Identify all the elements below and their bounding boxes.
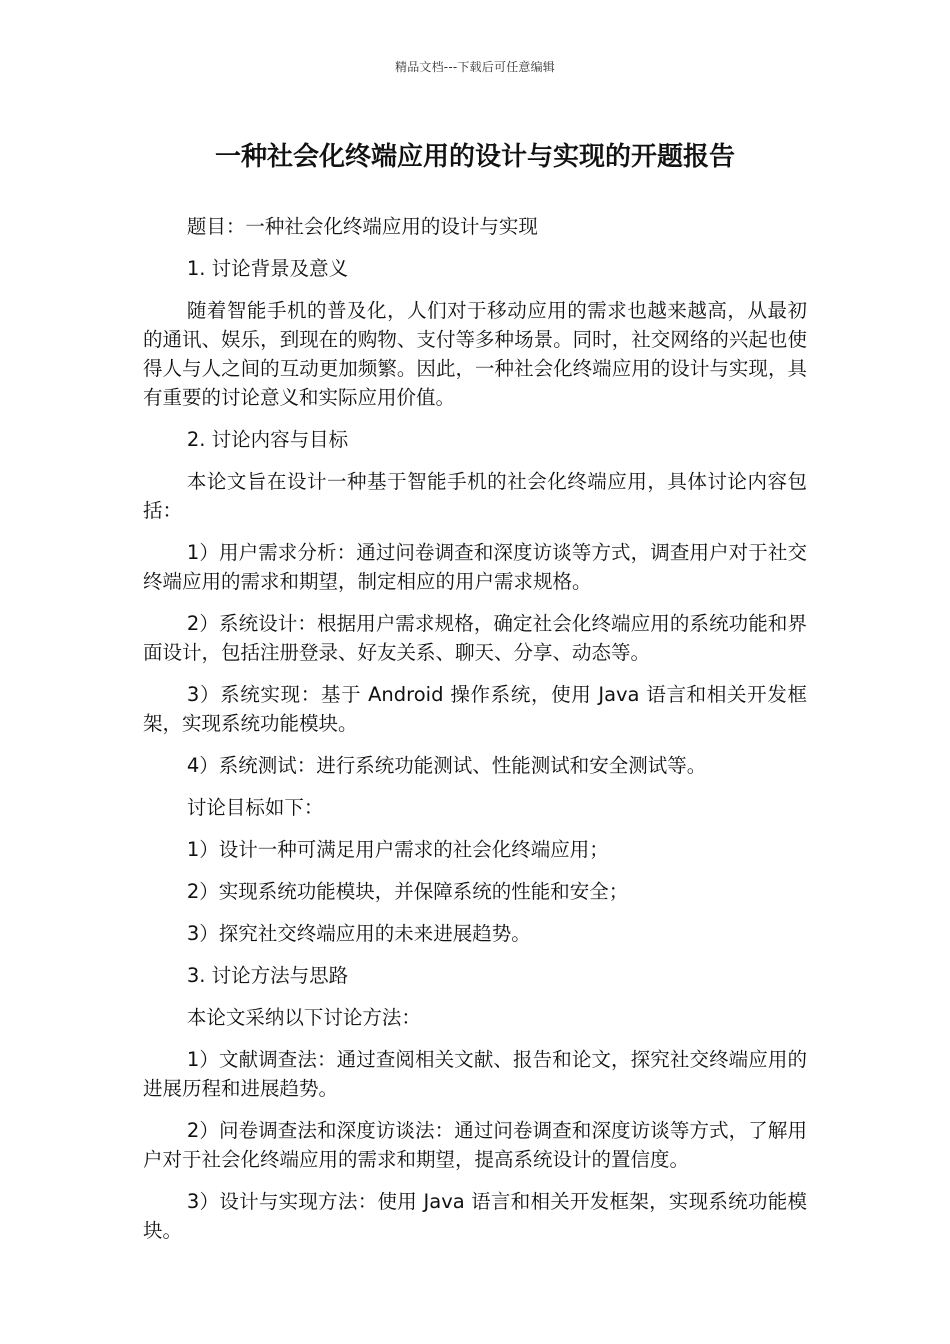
document-body [143, 212, 807, 1258]
goal-item-2: 2）实现系统功能模块，并保障系统的性能和安全； [186, 880, 629, 903]
content-item-implementation: 3）系统实现：基于 Android 操作系统，使用 Java 语言和相关开发框架，实现系统功能模块。 [143, 683, 807, 735]
document-title: 一种社会化终端应用的设计与实现的开题报告 [214, 142, 735, 172]
background-paragraph: 随着智能手机的普及化，人们对于移动应用的需求也越来越高，从最初的通讯、娱乐，到现在的购物、支付等多种场景。同时，社交网络的兴起也使得人与人之间的互动更加频繁。因此，一种社会化终端应用的设计与实现，具有重要的讨论意义和实际应用价值。 [143, 299, 807, 409]
method-item-survey: 2）问卷调查法和深度访谈法：通过问卷调查和深度访谈等方式，了解用户对于社会化终端应用的需求和期望，提高系统设计的置信度。 [143, 1119, 807, 1171]
content-intro-paragraph: 本论文旨在设计一种基于智能手机的社会化终端应用，具体讨论内容包括： [143, 470, 807, 522]
content-item-requirements: 1）用户需求分析：通过问卷调查和深度访谈等方式，调查用户对于社交终端应用的需求和期望，制定相应的用户需求规格。 [143, 541, 807, 593]
goals-intro: 讨论目标如下： [186, 796, 324, 819]
header-note: 精品文档---下载后可任意编辑 [395, 60, 555, 74]
topic-line: 题目：一种社会化终端应用的设计与实现 [186, 215, 538, 238]
goal-item-1: 1）设计一种可满足用户需求的社会化终端应用； [186, 838, 609, 861]
content-item-design: 2）系统设计：根据用户需求规格，确定社会化终端应用的系统功能和界面设计，包括注册登录、好友关系、聊天、分享、动态等。 [143, 612, 807, 664]
goal-item-3: 3）探究社交终端应用的未来进展趋势。 [186, 922, 531, 945]
section-heading-content: 2. 讨论内容与目标 [186, 428, 349, 451]
content-item-testing: 4）系统测试：进行系统功能测试、性能测试和安全测试等。 [186, 754, 707, 777]
method-item-implementation: 3）设计与实现方法：使用 Java 语言和相关开发框架，实现系统功能模块。 [143, 1190, 807, 1242]
method-item-literature: 1）文献调查法：通过查阅相关文献、报告和论文，探究社交终端应用的进展历程和进展趋势。 [143, 1048, 807, 1100]
section-heading-methods: 3. 讨论方法与思路 [186, 964, 349, 987]
section-heading-background: 1. 讨论背景及意义 [186, 257, 349, 280]
methods-intro: 本论文采纳以下讨论方法： [186, 1006, 421, 1029]
